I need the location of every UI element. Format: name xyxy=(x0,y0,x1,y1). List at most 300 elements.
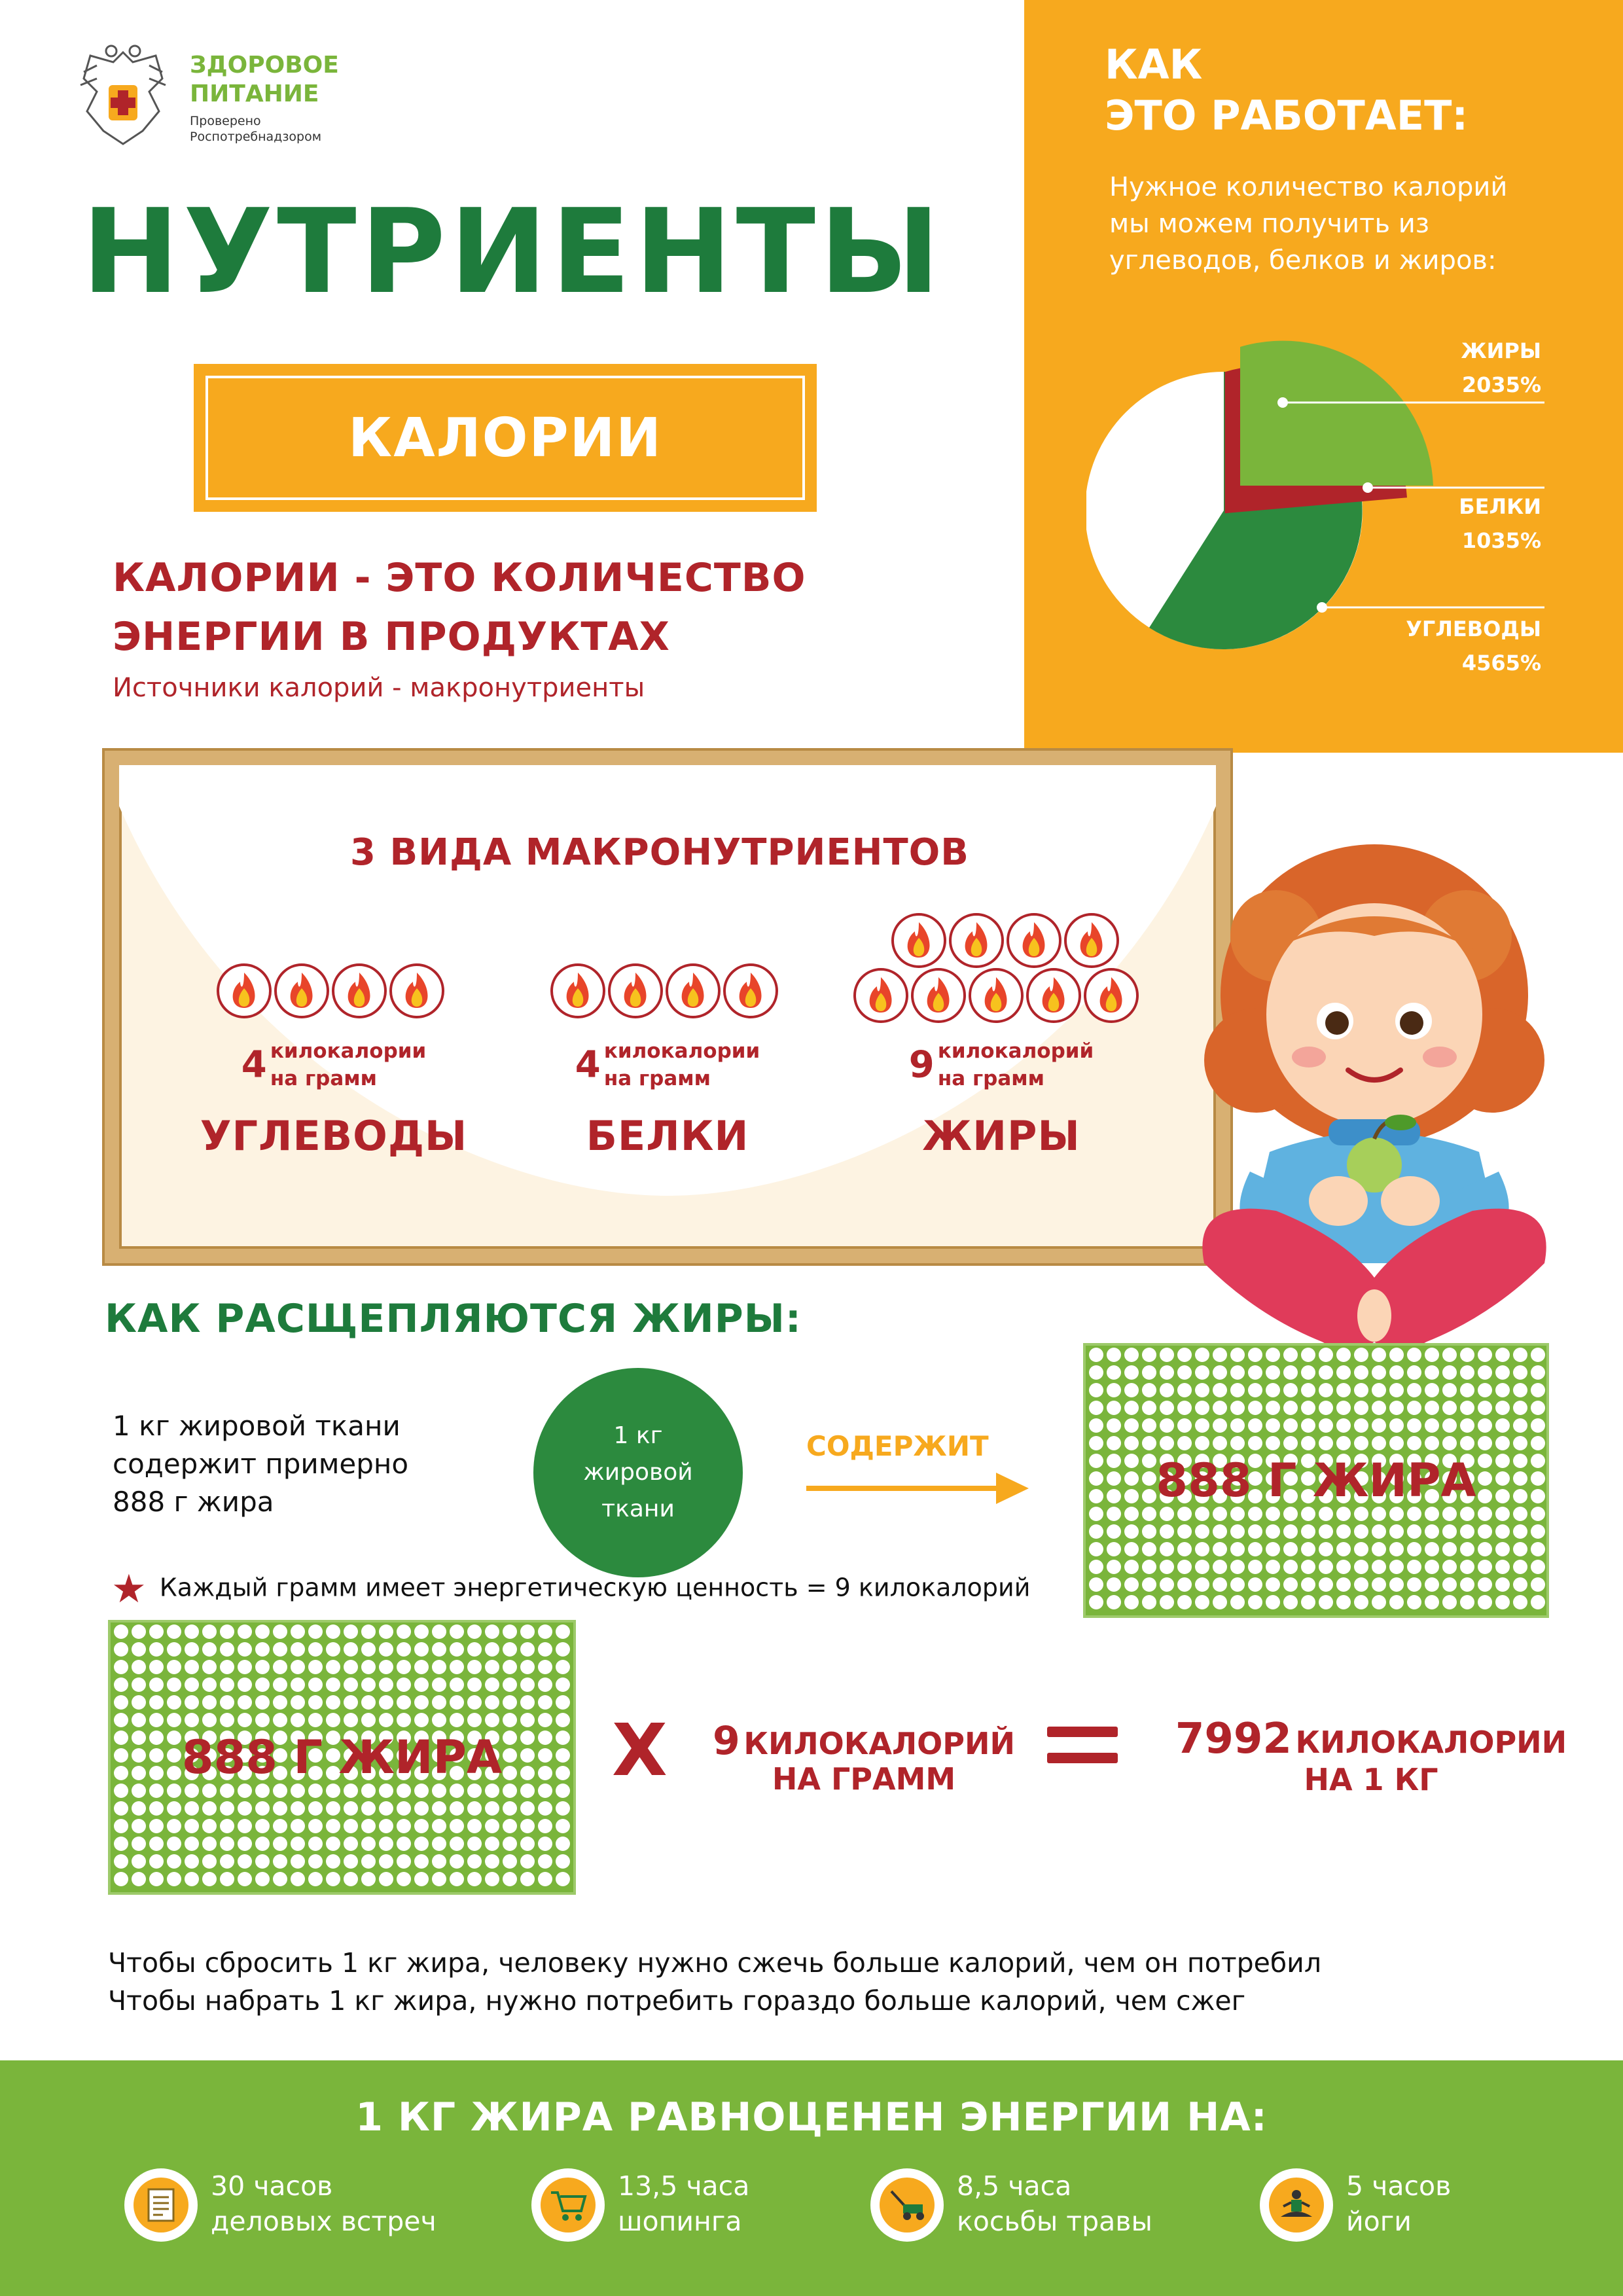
definition-title xyxy=(113,548,806,666)
dot xyxy=(485,1801,499,1816)
dot xyxy=(1531,1507,1545,1521)
dot xyxy=(1460,1577,1474,1592)
dot xyxy=(1495,1383,1510,1397)
dot xyxy=(556,1677,570,1692)
dot xyxy=(485,1854,499,1869)
dot xyxy=(1089,1418,1103,1433)
shopping-cart-icon xyxy=(531,2168,605,2242)
dot xyxy=(1531,1524,1545,1539)
dot xyxy=(1230,1436,1245,1450)
dot xyxy=(503,1713,517,1727)
dot xyxy=(1195,1348,1209,1362)
proteins-kcal-number: 4 xyxy=(575,1043,601,1086)
dot xyxy=(1107,1348,1121,1362)
contains-arrow xyxy=(806,1430,1029,1509)
dot xyxy=(1301,1507,1315,1521)
footer-item-1-line-1: 30 часов xyxy=(211,2170,333,2202)
dot xyxy=(1230,1542,1245,1556)
dot xyxy=(1160,1577,1174,1592)
dot xyxy=(520,1677,535,1692)
dot xyxy=(1213,1577,1227,1592)
dot xyxy=(1442,1436,1457,1450)
dot xyxy=(1460,1524,1474,1539)
dot xyxy=(485,1642,499,1657)
pie-carbs-label: УГЛЕВОДЫ xyxy=(1406,617,1541,641)
dot xyxy=(1089,1560,1103,1574)
dot xyxy=(1460,1507,1474,1521)
dot xyxy=(1177,1348,1192,1362)
dot xyxy=(1495,1560,1510,1574)
fat-tissue-circle xyxy=(533,1368,743,1577)
dot xyxy=(1478,1365,1492,1380)
dot xyxy=(202,1837,217,1851)
dot xyxy=(1213,1507,1227,1521)
dot xyxy=(397,1713,411,1727)
dot xyxy=(132,1713,146,1727)
dot xyxy=(397,1677,411,1692)
girl-illustration xyxy=(1178,844,1571,1420)
dot xyxy=(414,1695,429,1710)
dot xyxy=(1177,1507,1192,1521)
dot xyxy=(114,1801,128,1816)
dot xyxy=(1195,1542,1209,1556)
dot xyxy=(1283,1383,1298,1397)
dot xyxy=(308,1801,323,1816)
dot xyxy=(1248,1542,1262,1556)
dot xyxy=(1177,1383,1192,1397)
footer-item-2-line-1: 13,5 часа xyxy=(618,2170,750,2202)
dot xyxy=(467,1660,482,1674)
dot xyxy=(167,1819,181,1833)
dot xyxy=(1248,1401,1262,1415)
proteins-kcal-per: на грамм xyxy=(603,1067,711,1090)
dot xyxy=(1107,1542,1121,1556)
dot xyxy=(1124,1436,1139,1450)
dot xyxy=(467,1784,482,1798)
dot xyxy=(1531,1595,1545,1609)
dot xyxy=(238,1695,252,1710)
dot xyxy=(326,1801,340,1816)
dot xyxy=(414,1784,429,1798)
dot xyxy=(1283,1524,1298,1539)
flame-icon xyxy=(970,969,1022,1022)
dot xyxy=(467,1872,482,1886)
dot xyxy=(167,1854,181,1869)
multiply-sign: Х xyxy=(612,1708,668,1792)
dot xyxy=(1372,1401,1386,1415)
dot xyxy=(291,1854,305,1869)
carbs-flame-icons xyxy=(213,958,448,1024)
dot xyxy=(520,1660,535,1674)
note-line-1: Чтобы сбросить 1 кг жира, человеку нужно сжечь больше калорий, чем он потребил xyxy=(108,1947,1322,1979)
dot xyxy=(1478,1383,1492,1397)
dot xyxy=(1354,1436,1368,1450)
flame-icon xyxy=(1008,914,1060,967)
dot xyxy=(326,1713,340,1727)
dot xyxy=(202,1784,217,1798)
energy-note xyxy=(111,1566,1030,1612)
dot xyxy=(1195,1383,1209,1397)
dot xyxy=(1142,1436,1156,1450)
dot xyxy=(273,1677,287,1692)
equals-sign xyxy=(1047,1727,1118,1766)
how-text-line-1: Нужное количество калорий xyxy=(1109,172,1508,202)
dot xyxy=(485,1624,499,1639)
dot xyxy=(1230,1524,1245,1539)
dot xyxy=(1177,1560,1192,1574)
dot xyxy=(344,1837,358,1851)
dot xyxy=(1336,1365,1351,1380)
dot xyxy=(361,1660,376,1674)
yoga-icon xyxy=(1260,2168,1333,2242)
dot xyxy=(114,1642,128,1657)
dot xyxy=(1195,1436,1209,1450)
dot xyxy=(132,1819,146,1833)
dot xyxy=(149,1677,164,1692)
dot xyxy=(238,1642,252,1657)
dot xyxy=(1142,1383,1156,1397)
dot xyxy=(1354,1383,1368,1397)
dot xyxy=(379,1784,393,1798)
logo-line-1: ЗДОРОВОЕ xyxy=(190,52,339,79)
dot xyxy=(308,1713,323,1727)
dot xyxy=(1478,1507,1492,1521)
dot xyxy=(1301,1436,1315,1450)
dot xyxy=(450,1713,464,1727)
dot xyxy=(1425,1383,1439,1397)
dot xyxy=(149,1695,164,1710)
dot xyxy=(1389,1436,1404,1450)
dot xyxy=(1266,1436,1280,1450)
kcal-per-gram-unit: КИЛОКАЛОРИЙ xyxy=(743,1726,1015,1761)
dot xyxy=(1248,1560,1262,1574)
dot xyxy=(1089,1577,1103,1592)
dot xyxy=(1248,1595,1262,1609)
flame-icon xyxy=(218,965,270,1017)
dot xyxy=(1177,1401,1192,1415)
dot xyxy=(1425,1577,1439,1592)
dot xyxy=(1495,1577,1510,1592)
dot xyxy=(1230,1418,1245,1433)
flame-icon xyxy=(893,914,945,967)
dot xyxy=(1142,1560,1156,1574)
dot xyxy=(202,1854,217,1869)
dot xyxy=(326,1695,340,1710)
dot xyxy=(1248,1577,1262,1592)
dot xyxy=(361,1801,376,1816)
dot xyxy=(432,1819,446,1833)
dot xyxy=(361,1872,376,1886)
dot xyxy=(1266,1595,1280,1609)
dot xyxy=(1177,1595,1192,1609)
carbs-name: УГЛЕВОДЫ xyxy=(200,1112,468,1160)
dot xyxy=(185,1837,199,1851)
fats-desc-line-2: содержит примерно xyxy=(113,1448,409,1480)
dot xyxy=(1531,1560,1545,1574)
dot xyxy=(291,1677,305,1692)
dot xyxy=(344,1801,358,1816)
dot xyxy=(1089,1436,1103,1450)
dot xyxy=(1142,1595,1156,1609)
dot xyxy=(1354,1507,1368,1521)
dot xyxy=(1354,1560,1368,1574)
result-unit-2: НА 1 КГ xyxy=(1304,1762,1438,1797)
dot xyxy=(1513,1542,1527,1556)
dot xyxy=(238,1837,252,1851)
dot xyxy=(556,1854,570,1869)
dot xyxy=(538,1801,552,1816)
footer-item-4-line-1: 5 часов xyxy=(1346,2170,1452,2202)
dot xyxy=(361,1695,376,1710)
dot xyxy=(1389,1348,1404,1362)
dot xyxy=(538,1872,552,1886)
dot xyxy=(1407,1577,1421,1592)
dot xyxy=(185,1819,199,1833)
dot xyxy=(1407,1524,1421,1539)
dot xyxy=(503,1801,517,1816)
dot xyxy=(1124,1348,1139,1362)
dot xyxy=(114,1854,128,1869)
dot xyxy=(167,1695,181,1710)
flame-icon xyxy=(1027,969,1080,1022)
star-icon: ★ xyxy=(111,1566,147,1612)
proteins-kcal-unit: килокалории xyxy=(603,1039,760,1063)
dot xyxy=(1513,1507,1527,1521)
dot xyxy=(1442,1348,1457,1362)
dot xyxy=(1248,1383,1262,1397)
dot xyxy=(1230,1401,1245,1415)
dot xyxy=(1460,1418,1474,1433)
dot xyxy=(1213,1418,1227,1433)
dot xyxy=(1124,1418,1139,1433)
dot xyxy=(1389,1595,1404,1609)
dot xyxy=(291,1713,305,1727)
dot xyxy=(432,1713,446,1727)
dot xyxy=(1425,1348,1439,1362)
dot xyxy=(520,1713,535,1727)
carbs-kcal-per: на грамм xyxy=(270,1067,377,1090)
dot xyxy=(503,1677,517,1692)
dot xyxy=(1442,1418,1457,1433)
dot xyxy=(1319,1560,1333,1574)
dot xyxy=(485,1677,499,1692)
dot xyxy=(308,1872,323,1886)
dot xyxy=(220,1784,234,1798)
dot xyxy=(1460,1560,1474,1574)
dot xyxy=(1442,1401,1457,1415)
how-it-works-title xyxy=(1105,39,1468,141)
dot xyxy=(1107,1418,1121,1433)
dot xyxy=(273,1660,287,1674)
dot xyxy=(1230,1383,1245,1397)
dot xyxy=(1495,1542,1510,1556)
dot xyxy=(1177,1542,1192,1556)
dot xyxy=(238,1677,252,1692)
dot xyxy=(185,1660,199,1674)
dot xyxy=(379,1660,393,1674)
definition-subtitle: Источники калорий - макронутриенты xyxy=(113,673,645,703)
dot xyxy=(414,1660,429,1674)
flame-icon xyxy=(333,965,385,1017)
dot xyxy=(1495,1401,1510,1415)
dot xyxy=(344,1660,358,1674)
dot xyxy=(485,1713,499,1727)
dot xyxy=(1336,1595,1351,1609)
dot xyxy=(432,1695,446,1710)
dot xyxy=(149,1660,164,1674)
flame-icon xyxy=(950,914,1003,967)
dot xyxy=(432,1784,446,1798)
dot xyxy=(1336,1507,1351,1521)
dot xyxy=(344,1784,358,1798)
calories-box-label: КАЛОРИИ xyxy=(348,406,662,469)
dot xyxy=(1478,1595,1492,1609)
dot xyxy=(291,1784,305,1798)
result-kcal xyxy=(1162,1715,1580,1797)
dot xyxy=(1336,1560,1351,1574)
dot xyxy=(185,1713,199,1727)
dot xyxy=(185,1801,199,1816)
dot xyxy=(132,1695,146,1710)
dot xyxy=(344,1713,358,1727)
dot xyxy=(202,1713,217,1727)
dot xyxy=(538,1677,552,1692)
dot xyxy=(1407,1560,1421,1574)
dot xyxy=(1142,1401,1156,1415)
flame-icon xyxy=(855,969,907,1022)
dot xyxy=(1195,1507,1209,1521)
dot xyxy=(1283,1436,1298,1450)
dot xyxy=(1372,1560,1386,1574)
dot xyxy=(467,1819,482,1833)
dot xyxy=(1283,1542,1298,1556)
dot xyxy=(1142,1507,1156,1521)
dot xyxy=(326,1624,340,1639)
dot xyxy=(1142,1418,1156,1433)
dot xyxy=(308,1819,323,1833)
dot xyxy=(538,1819,552,1833)
dot xyxy=(167,1837,181,1851)
footer-item-3-line-2: косьбы травы xyxy=(957,2206,1152,2237)
eagle-crest-icon xyxy=(71,39,175,151)
dot xyxy=(1442,1383,1457,1397)
pie-slice-fats xyxy=(1240,341,1433,486)
dot xyxy=(1372,1524,1386,1539)
dot xyxy=(485,1819,499,1833)
dot xyxy=(1195,1365,1209,1380)
dot xyxy=(1319,1542,1333,1556)
dot xyxy=(503,1784,517,1798)
dot xyxy=(185,1677,199,1692)
dot xyxy=(520,1819,535,1833)
dot xyxy=(238,1854,252,1869)
dot xyxy=(1336,1348,1351,1362)
dot xyxy=(1107,1383,1121,1397)
dot xyxy=(1301,1383,1315,1397)
fats-kcal-number: 9 xyxy=(908,1043,935,1086)
dot xyxy=(485,1660,499,1674)
dot xyxy=(1230,1595,1245,1609)
logo-line-3: Проверено xyxy=(190,114,261,128)
flame-icon xyxy=(1065,914,1118,967)
dot xyxy=(1107,1595,1121,1609)
dot xyxy=(467,1854,482,1869)
dot xyxy=(1354,1365,1368,1380)
dot xyxy=(361,1624,376,1639)
kcal-per-gram xyxy=(694,1718,1034,1797)
dot xyxy=(361,1854,376,1869)
flame-icon xyxy=(724,965,777,1017)
dot xyxy=(326,1660,340,1674)
dot xyxy=(238,1819,252,1833)
dot xyxy=(1089,1365,1103,1380)
nutrient-pie-chart xyxy=(1086,334,1610,700)
dot xyxy=(379,1695,393,1710)
macro-proteins xyxy=(537,1037,798,1160)
dot xyxy=(485,1695,499,1710)
dot xyxy=(1301,1542,1315,1556)
dot xyxy=(467,1642,482,1657)
dot xyxy=(432,1624,446,1639)
fats-kcal-unit: килокалорий xyxy=(937,1039,1094,1063)
how-title-line-1: КАК xyxy=(1105,41,1203,88)
dot xyxy=(326,1677,340,1692)
dot xyxy=(114,1660,128,1674)
dot xyxy=(414,1854,429,1869)
dot xyxy=(503,1854,517,1869)
dot xyxy=(273,1837,287,1851)
dot xyxy=(556,1642,570,1657)
dot xyxy=(397,1819,411,1833)
dot xyxy=(1177,1524,1192,1539)
kcal-per-gram-number: 9 xyxy=(713,1718,740,1764)
dot xyxy=(326,1837,340,1851)
dot xyxy=(1442,1542,1457,1556)
fat-circle-line-3: ткани xyxy=(601,1496,675,1522)
dot xyxy=(1460,1365,1474,1380)
dot xyxy=(185,1784,199,1798)
pie-fats-label: ЖИРЫ xyxy=(1461,338,1541,363)
dot xyxy=(414,1713,429,1727)
dot xyxy=(185,1695,199,1710)
bottom-notes xyxy=(108,1944,1321,2020)
dot xyxy=(1230,1507,1245,1521)
dot xyxy=(1195,1418,1209,1433)
macro-fats xyxy=(864,1037,1139,1160)
dot xyxy=(167,1872,181,1886)
dot xyxy=(255,1837,270,1851)
dot xyxy=(1213,1524,1227,1539)
dot xyxy=(379,1854,393,1869)
dot xyxy=(238,1784,252,1798)
dot xyxy=(1142,1524,1156,1539)
dot xyxy=(1425,1401,1439,1415)
dot xyxy=(1266,1418,1280,1433)
dot xyxy=(1425,1507,1439,1521)
dot xyxy=(1160,1524,1174,1539)
dot xyxy=(1283,1595,1298,1609)
dot xyxy=(538,1695,552,1710)
dot xyxy=(1283,1418,1298,1433)
dot xyxy=(1372,1577,1386,1592)
dot xyxy=(326,1872,340,1886)
dot xyxy=(220,1642,234,1657)
dot xyxy=(1531,1365,1545,1380)
dot xyxy=(1442,1560,1457,1574)
energy-note-text: Каждый грамм имеет энергетическую ценность = 9 килокалорий xyxy=(159,1573,1031,1602)
dot xyxy=(520,1872,535,1886)
dot xyxy=(1531,1577,1545,1592)
